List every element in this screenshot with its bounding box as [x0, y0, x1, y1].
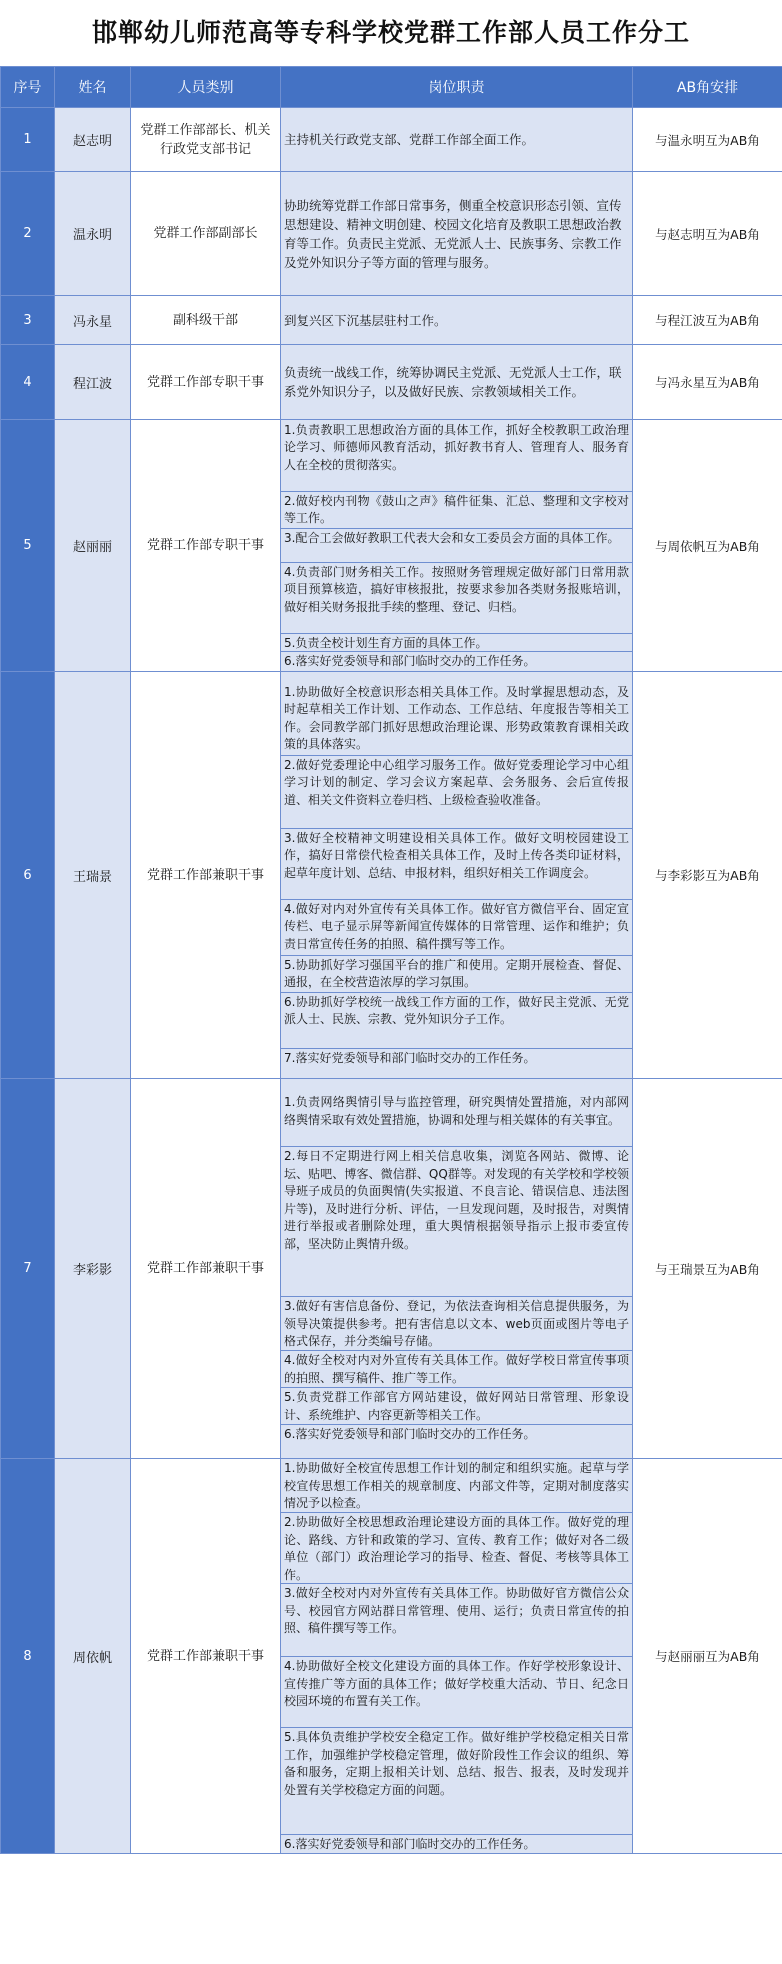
duty-text: 主持机关行政党支部、党群工作部全面工作。	[284, 132, 535, 147]
duty-item: 6.落实好党委领导和部门临时交办的工作任务。	[284, 1837, 536, 1851]
person-type: 党群工作部副部长	[131, 172, 281, 296]
duty-text: 协助统筹党群工作部日常事务，侧重全校意识形态引领、宣传思想建设、精神文明创建、校园文化培育及教职工思想政治教育等工作。负责民主党派、无党派人士、民族事务、宗教工作及党外知识分子等方面的管理与服务。	[284, 197, 622, 270]
header-name: 姓名	[55, 67, 131, 108]
table-header-row	[1, 67, 782, 108]
ab-assignment: 与冯永星互为AB角	[633, 345, 782, 420]
duty-item: 5.具体负责维护学校安全稳定工作。做好维护学校稳定相关日常工作，加强维护学校稳定管理，做好阶段性工作会议的组织、筹备和服务，定期上报相关计划、总结、报告、报表，及时发现并处置有关学校稳定方面的问题。	[281, 1728, 632, 1835]
row-index: 6	[1, 672, 55, 1079]
duty-cell	[281, 296, 633, 345]
duty-cell	[281, 420, 633, 672]
duty-item: 4.做好对内对外宣传有关具体工作。做好官方微信平台、固定宣传栏、电子显示屏等新闻宣传媒体的日常管理、运作和维护；负责日常宣传任务的拍照、稿件撰写等工作。	[281, 900, 632, 956]
ab-assignment: 与程江波互为AB角	[633, 296, 782, 345]
row-index: 5	[1, 420, 55, 672]
table-row	[1, 345, 782, 420]
person-type: 党群工作部专职干事	[131, 345, 281, 420]
ab-assignment: 与周依帆互为AB角	[633, 420, 782, 672]
duty-item: 2.每日不定期进行网上相关信息收集，浏览各网站、微博、论坛、贴吧、博客、微信群、QQ群等。对发现的有关学校和学校领导班子成员的负面舆情(失实报道、不良言论、错误信息、违法图片等)，及时进行分析、评估，一旦发现问题，及时报告，对舆情进行举报或者删除处理，重大舆情根据领导指示上报市委宣传部，坚决防止舆情升级。	[281, 1147, 632, 1297]
table-row	[1, 420, 782, 672]
duty-item: 4.协助做好全校文化建设方面的具体工作。作好学校形象设计、宣传推广等方面的具体工作；做好学校重大活动、节日、纪念日校园环境的布置有关工作。	[281, 1657, 632, 1728]
table-row	[1, 172, 782, 296]
header-ab: AB角安排	[633, 67, 782, 108]
person-name: 王瑞景	[55, 672, 131, 1079]
duty-cell	[281, 172, 633, 296]
person-name: 李彩影	[55, 1079, 131, 1459]
duty-item: 4.做好全校对内对外宣传有关具体工作。做好学校日常宣传事项的拍照、撰写稿件、推广等工作。	[281, 1351, 632, 1388]
duty-item: 5.负责全校计划生育方面的具体工作。	[281, 634, 632, 652]
person-name: 周依帆	[55, 1459, 131, 1854]
table-row	[1, 1079, 782, 1459]
duty-item: 7.落实好党委领导和部门临时交办的工作任务。	[284, 1050, 536, 1065]
person-name: 赵丽丽	[55, 420, 131, 672]
duty-table	[0, 66, 782, 1854]
duty-item: 1.负责教职工思想政治方面的具体工作，抓好全校教职工政治理论学习、师德师风教育活动，抓好教书育人、管理育人、服务育人在全校的贯彻落实。	[281, 421, 632, 492]
duty-cell	[281, 345, 633, 420]
duty-item: 1.协助做好全校宣传思想工作计划的制定和组织实施。起草与学校宣传思想工作相关的规章制度、内部文件等，定期对制度落实情况予以检查。	[281, 1459, 632, 1513]
duty-item: 6.协助抓好学校统一战线工作方面的工作，做好民主党派、无党派人士、民族、宗教、党外知识分子工作。	[281, 993, 632, 1049]
table-row	[1, 672, 782, 1079]
duty-text: 到复兴区下沉基层驻村工作。	[284, 312, 447, 328]
duty-item: 6.落实好党委领导和部门临时交办的工作任务。	[284, 653, 536, 668]
ab-assignment: 与赵丽丽互为AB角	[633, 1459, 782, 1854]
duty-text: 负责统一战线工作，统筹协调民主党派、无党派人士工作，联系党外知识分子，以及做好民族、宗教领域相关工作。	[284, 365, 622, 399]
row-index: 1	[1, 108, 55, 172]
person-name: 温永明	[55, 172, 131, 296]
duty-item: 2.做好校内刊物《鼓山之声》稿件征集、汇总、整理和文字校对等工作。	[281, 492, 632, 529]
page-title: 邯郸幼儿师范高等专科学校党群工作部人员工作分工	[91, 18, 690, 47]
header-duties: 岗位职责	[281, 67, 633, 108]
ab-assignment: 与赵志明互为AB角	[633, 172, 782, 296]
header-index: 序号	[1, 67, 55, 108]
person-type: 党群工作部兼职干事	[131, 1079, 281, 1459]
table-row	[1, 1459, 782, 1854]
ab-assignment: 与温永明互为AB角	[633, 108, 782, 172]
person-type: 党群工作部专职干事	[131, 420, 281, 672]
duty-item: 1.负责网络舆情引导与监控管理，研究舆情处置措施，对内部网络舆情采取有效处置措施，协调和处理与相关媒体的有关事宜。	[281, 1093, 632, 1147]
duty-cell	[281, 108, 633, 172]
duty-item: 2.做好党委理论中心组学习服务工作。做好党委理论学习中心组学习计划的制定、学习会议方案起草、会务服务、会后宣传报道、相关文件资料立卷归档、上级检查验收准备。	[281, 756, 632, 829]
duty-cell	[281, 672, 633, 1079]
table-row	[1, 296, 782, 345]
row-index: 8	[1, 1459, 55, 1854]
table-row	[1, 108, 782, 172]
row-index: 2	[1, 172, 55, 296]
person-name: 程江波	[55, 345, 131, 420]
duty-item: 2.协助做好全校思想政治理论建设方面的具体工作。做好党的理论、路线、方针和政策的学习、宣传、教育工作；做好对各二级单位（部门）政治理论学习的指导、检查、督促、考核等具体工作。	[281, 1513, 632, 1584]
person-type: 党群工作部部长、机关行政党支部书记	[131, 108, 281, 172]
ab-assignment: 与王瑞景互为AB角	[633, 1079, 782, 1459]
duty-item: 5.协助抓好学习强国平台的推广和使用。定期开展检查、督促、通报，在全校营造浓厚的学习氛围。	[281, 956, 632, 993]
duty-item: 3.做好全校对内对外宣传有关具体工作。协助做好官方微信公众号、校园官方网站群日常管理、使用、运行；负责日常宣传的拍照、稿件撰写等工作。	[281, 1584, 632, 1657]
duty-item: 3.做好全校精神文明建设相关具体工作。做好文明校园建设工作，搞好日常偿代检查相关具体工作，及时上传各类印证材料，起草年度计划、总结、申报材料，组织好相关工作调度会。	[281, 829, 632, 900]
duty-cell	[281, 1079, 633, 1459]
header-type: 人员类别	[131, 67, 281, 108]
duty-item: 3.配合工会做好教职工代表大会和女工委员会方面的具体工作。	[281, 529, 632, 563]
row-index: 4	[1, 345, 55, 420]
duty-item: 1.协助做好全校意识形态相关具体工作。及时掌握思想动态，及时起草相关工作计划、工作动态、工作总结、年度报告等相关工作。会同教学部门抓好思想政治理论课、形势政策教育课相关政策的具体落实。	[281, 683, 632, 756]
duty-item: 6.落实好党委领导和部门临时交办的工作任务。	[284, 1427, 536, 1441]
person-name: 赵志明	[55, 108, 131, 172]
duty-item: 4.负责部门财务相关工作。按照财务管理规定做好部门日常用款项目预算核造，搞好审核报批，按要求参加各类财务报账培训，做好相关财务报批手续的整理、登记、归档。	[281, 563, 632, 634]
ab-assignment: 与李彩影互为AB角	[633, 672, 782, 1079]
row-index: 3	[1, 296, 55, 345]
person-type: 党群工作部兼职干事	[131, 1459, 281, 1854]
duty-item: 5.负责党群工作部官方网站建设，做好网站日常管理、形象设计、系统维护、内容更新等相关工作。	[281, 1388, 632, 1425]
person-type: 党群工作部兼职干事	[131, 672, 281, 1079]
row-index: 7	[1, 1079, 55, 1459]
person-type: 副科级干部	[131, 296, 281, 345]
person-name: 冯永星	[55, 296, 131, 345]
duty-item: 3.做好有害信息备份、登记，为依法查询相关信息提供服务，为领导决策提供参考。把有害信息以文本、web页面或图片等电子格式保存，并分类编号存储。	[281, 1297, 632, 1351]
duty-cell	[281, 1459, 633, 1854]
